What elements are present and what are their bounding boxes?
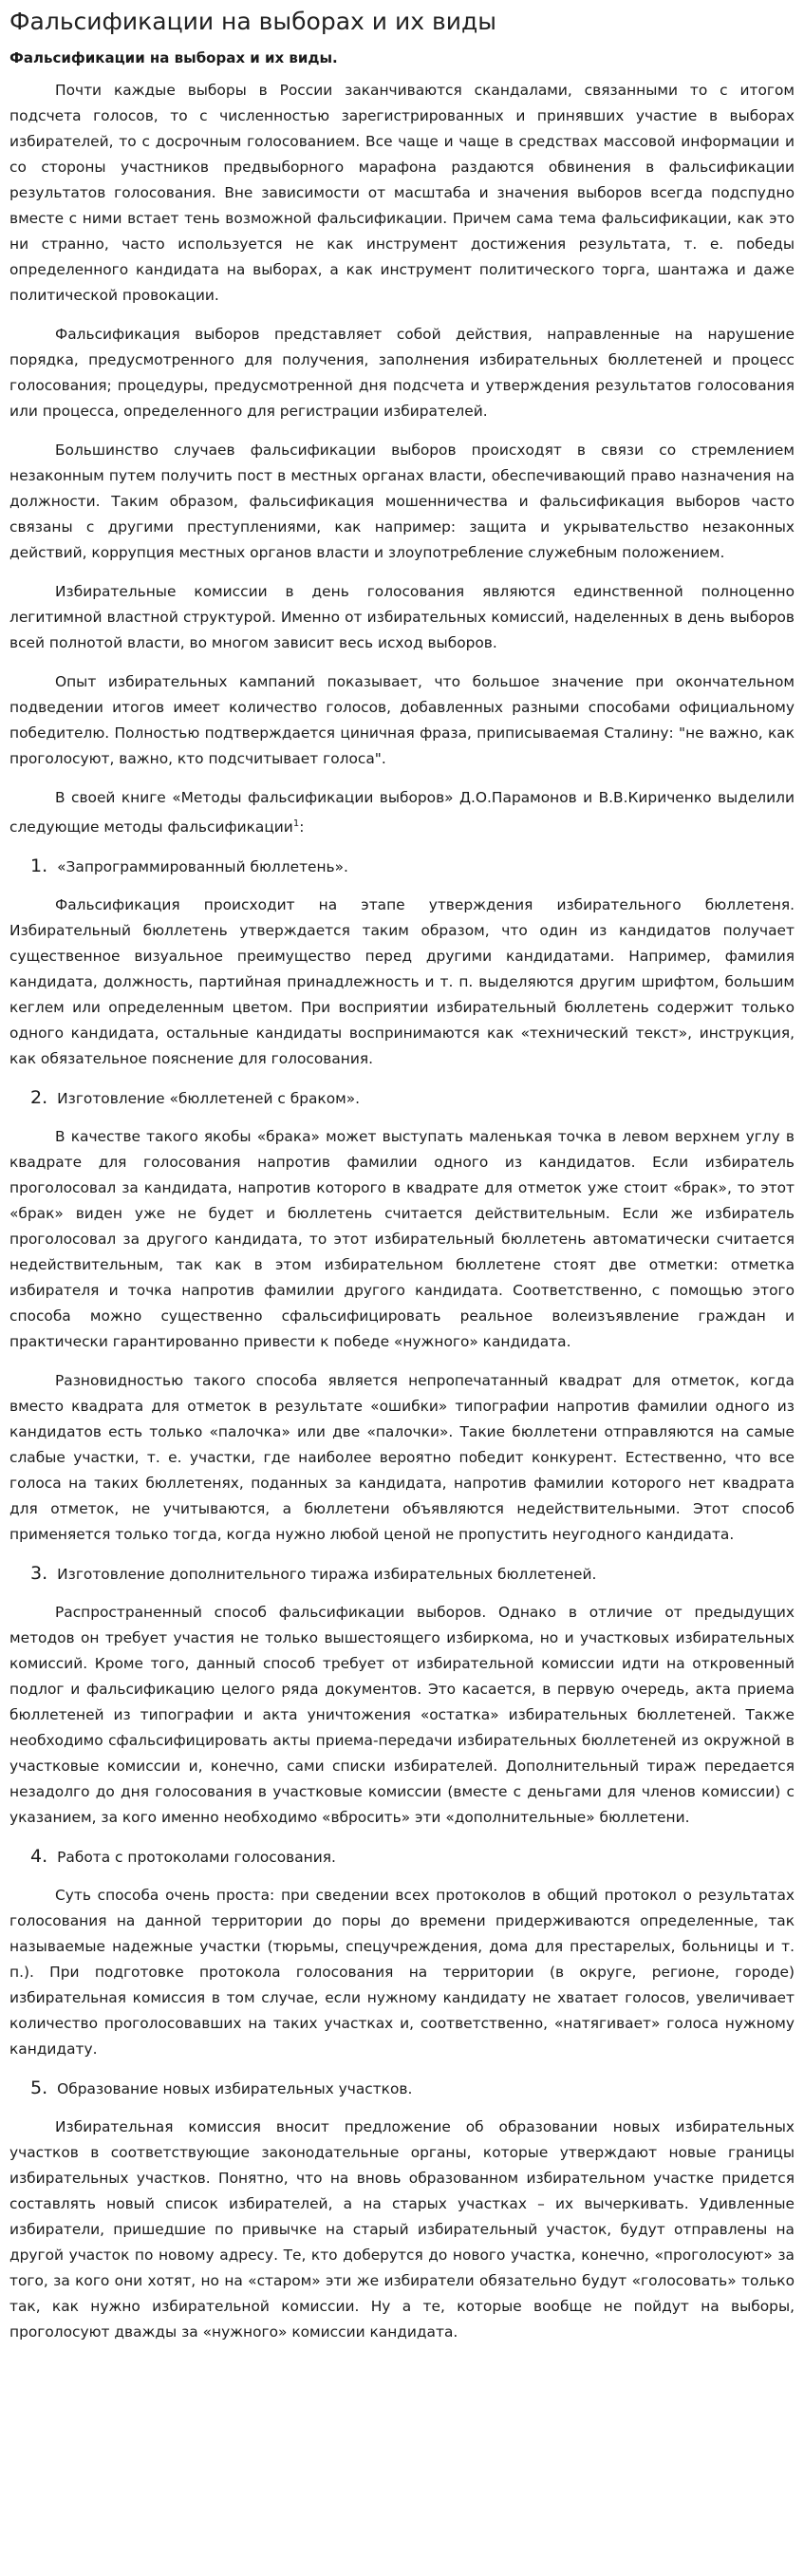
method-number: 3. — [30, 1563, 48, 1585]
intro-paragraph: Почти каждые выборы в России заканчиваются скандалами, связанными то с итогом подсчета голосов, то с численностью зарегистрированных и принявших участие в выборах избирателей, то с досрочным голосованием. Все чаще и чаще в средствах массовой информации и со стороны участников предвыборного марафона раздаются обвинения в фальсификации результатов голосования. Вне зависимости от масштаба и значения выборов всегда подспудно вместе с ними встает тень возможной фальсификации. Причем сама тема фальсификации, как это ни странно, часто используется не как инструмент достижения результата, т. е. победы определенного кандидата на выборах, а как инструмент политического торга, шантажа и даже политической провокации. — [9, 82, 795, 304]
method-paragraph: Суть способа очень проста: при сведении всех протоколов в общий протокол о результатах голосования на данной территории до поры до времени придерживаются определенные, так называемые надежные участки (тюрьмы, спецучреждения, дома для престарелых, больницы и т. п.). При подготовке протокола голосования на территории (в округе, регионе, городе) избирательная комиссия в том случае, если нужному кандидату не хватает голосов, увеличивает количество проголосовавших на таких участках и, соответственно, «натягивает» голоса нужному кандидату. — [9, 1887, 795, 2059]
method-item — [9, 1844, 795, 2062]
method-heading — [30, 1844, 795, 1870]
method-title: Образование новых избирательных участков. — [57, 2080, 413, 2098]
method-title: Изготовление дополнительного тиража избирательных бюллетеней. — [57, 1566, 597, 1584]
methods-intro-text: В своей книге «Методы фальсификации выборов» Д.О.Парамонов и В.В.Кириченко выделили следующие методы фальсификации — [9, 789, 795, 837]
method-item — [9, 2076, 795, 2345]
method-number: 2. — [30, 1087, 48, 1109]
method-heading — [30, 2076, 795, 2101]
method-paragraph: Избирательная комиссия вносит предложение об образовании новых избирательных участков в соответствующие законодательные органы, которые утверждают новые границы избирательных участков. Понятно, что на вновь образованном избирательном участке придется составлять новый список избирателей, а на старых участках – их вычеркивать. Удивленные избиратели, пришедшие по привычке на старый избирательный участок, будут отправлены на другой участок по новому адресу. Те, кто доберутся до нового участка, конечно, «проголосуют» за того, за кого они хотят, но на «старом» эти же избиратели обязательно будут «голосовать» только так, как нужно избирательной комиссии. Ну а те, которые вообще не пойдут на выборы, проголосуют дважды за «нужного» комиссии кандидата. — [9, 2118, 795, 2341]
method-title: Работа с протоколами голосования. — [57, 1849, 336, 1867]
method-number: 4. — [30, 1846, 48, 1868]
article-subtitle: Фальсификации на выборах и их виды. — [9, 49, 338, 66]
methods-list — [9, 854, 795, 2345]
method-heading — [30, 1085, 795, 1111]
methods-intro-end: : — [299, 818, 305, 837]
intro-paragraph: Опыт избирательных кампаний показывает, что большое значение при окончательном подведении итогов имеет количество голосов, добавленных разными способами официальному победителю. Полностью подтверждается циничная фраза, приписываемая Сталину: "не важно, как проголосуют, важно, кто подсчитывает голоса". — [9, 673, 795, 767]
method-paragraph: Фальсификация происходит на этапе утверждения избирательного бюллетеня. Избирательный бюллетень утверждается таким образом, что один из кандидатов получает существенное визуальное преимущество перед другими кандидатами. Например, фамилия кандидата, должность, партийная принадлежность и т. п. выделяются другим шрифтом, большим кеглем или определенным цветом. При восприятии избирательный бюллетень содержит только одного кандидата, остальные кандидаты воспринимаются как «технический текст», инструкция, как обязательное пояснение для голосования. — [9, 896, 795, 1068]
footnote-marker[interactable]: 1 — [292, 818, 300, 829]
method-paragraph: Распространенный способ фальсификации выборов. Однако в отличие от предыдущих методов он требует участия не только вышестоящего избиркома, но и участковых избирательных комиссий. Кроме того, данный способ требует от избирательной комиссии идти на откровенный подлог и фальсификацию целого ряда документов. Это касается, в первую очередь, акта приема бюллетеней из типографии и акта уничтожения «остатка» избирательных бюллетеней. Также необходимо сфальсифицировать акты приема-передачи избирательных бюллетеней из окружной в участковые комиссии и, конечно, сами списки избирателей. Дополнительный тираж передается незадолго до дня голосования в участковые комиссии (вместе с деньгами для членов комиссии) с указанием, за кого именно необходимо «вбросить» эти «дополнительные» бюллетени. — [9, 1604, 795, 1827]
method-paragraph: В качестве такого якобы «брака» может выступать маленькая точка в левом верхнем углу в квадрате для голосования напротив фамилии одного из кандидатов. Если избиратель проголосовал за кандидата, напротив которого в квадрате для отметок уже стоит «брак», то этот «брак» виден уже не будет и бюллетень считается действительным. Если же избиратель проголосовал за другого кандидата, то этот избирательный бюллетень автоматически считается недействительным, так как в этом избирательном бюллетене стоят две отметки: отметка избирателя и точка напротив фамилии другого кандидата. Соответственно, с помощью этого способа можно существенно сфальсифицировать реальное волеизъявление граждан и практически гарантированно привести к победе «нужного» кандидата. — [9, 1128, 795, 1351]
method-title: Изготовление «бюллетеней с браком». — [57, 1090, 361, 1108]
method-heading — [30, 1561, 795, 1587]
method-heading — [30, 854, 795, 879]
method-item — [9, 854, 795, 1072]
intro-paragraph: Большинство случаев фальсификации выборов происходят в связи со стремлением незаконным путем получить пост в местных органах власти, обеспечивающий право назначения на должности. Таким образом, фальсификация мошенничества и фальсификация выборов часто связаны с другими преступлениями, как например: защита и укрывательство незаконных действий, коррупция местных органов власти и злоупотребление служебным положением. — [9, 442, 795, 561]
method-item — [9, 1561, 795, 1831]
methods-intro-paragraph — [9, 785, 795, 840]
intro-section — [9, 78, 795, 840]
method-paragraph: Разновидностью такого способа является непропечатанный квадрат для отметок, когда вместо квадрата для отметок в результате «ошибки» типографии напротив фамилии одного из кандидатов есть только «палочка» или две «палочки». Такие бюллетени отправляются на самые слабые участки, т. е. участки, где наиболее вероятно победит конкурент. Естественно, что все голоса на таких бюллетенях, поданных за кандидата, напротив фамилии которого нет квадрата для отметок, не учитываются, а бюллетени объявляются недействительными. Этот способ применяется только тогда, когда нужно любой ценой не пропустить неугодного кандидата. — [9, 1372, 795, 1544]
method-title: «Запрограммированный бюллетень». — [57, 858, 348, 876]
intro-paragraph: Избирательные комиссии в день голосования являются единственной полноценно легитимной властной структурой. Именно от избирательных комиссий, наделенных в день выборов всей полнотой власти, во многом зависит весь исход выборов. — [9, 583, 795, 651]
method-number: 1. — [30, 856, 48, 877]
page-title: Фальсификации на выборах и их виды — [9, 8, 496, 35]
method-item — [9, 1085, 795, 1548]
intro-paragraph: Фальсификация выборов представляет собой действия, направленные на нарушение порядка, предусмотренного для получения, заполнения избирательных бюллетеней и процесс голосования; процедуры, предусмотренной дня подсчета и утверждения результатов голосования или процесса, определенного для регистрации избирателей. — [9, 326, 795, 420]
method-number: 5. — [30, 2078, 48, 2099]
